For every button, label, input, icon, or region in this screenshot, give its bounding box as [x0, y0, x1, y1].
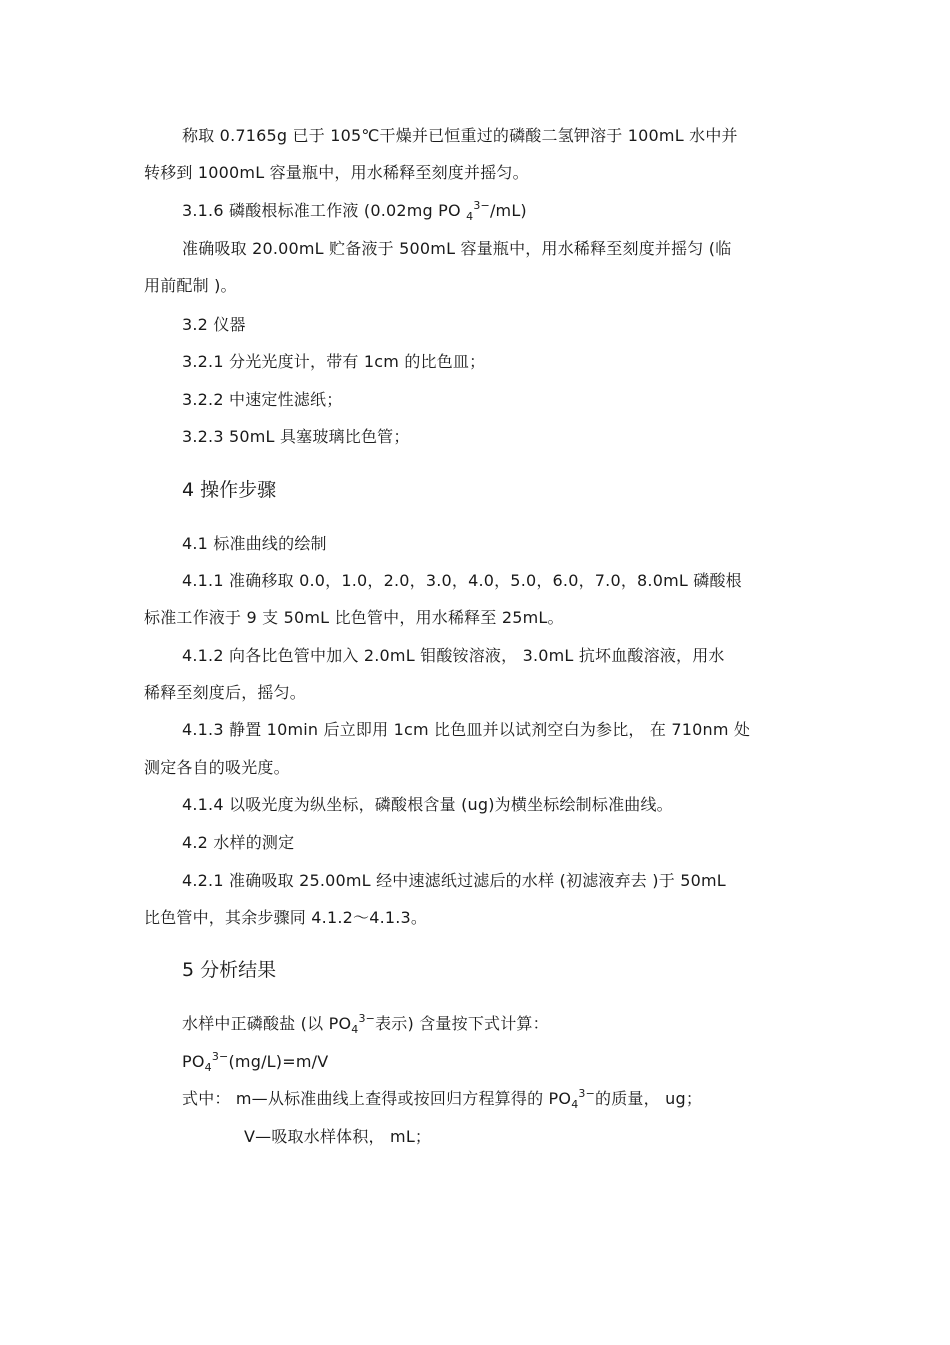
paragraph-line: 标准工作液于 9 支 50mL 比色管中，用水稀释至 25mL。: [144, 608, 564, 627]
paragraph-line: 比色管中，其余步骤同 4.1.2～4.1.3。: [144, 908, 428, 927]
section-4-1-4: 4.1.4 以吸光度为纵坐标，磷酸根含量 (ug)为横坐标绘制标准曲线。: [182, 795, 673, 814]
section-5-heading: 5 分析结果: [182, 959, 277, 981]
section-3-2-2: 3.2.2 中速定性滤纸；: [182, 390, 343, 409]
paragraph-line: 测定各自的吸光度。: [144, 758, 290, 777]
section-3-1-6-title: 3.1.6 磷酸根标准工作液 (0.02mg PO $_4^{3-}$/mL): [182, 199, 527, 223]
section-4-1-title: 4.1 标准曲线的绘制: [182, 534, 327, 553]
section-4-2-title: 4.2 水样的测定: [182, 833, 295, 852]
formula: $PO_4^{3-}(mg/L)=m/V$: [182, 1050, 329, 1074]
paragraph-line: 4.1.2 向各比色管中加入 2.0mL 钼酸铵溶液， 3.0mL 抗坏血酸溶液，用水: [182, 646, 725, 665]
paragraph-line: 准确吸取 20.00mL 贮备液于 500mL 容量瓶中，用水稀释至刻度并摇匀 (临: [182, 239, 732, 258]
section-4-heading: 4 操作步骤: [182, 479, 277, 501]
paragraph-line: 转移到 1000mL 容量瓶中，用水稀释至刻度并摇匀。: [144, 163, 529, 182]
section-3-2-3: 3.2.3 50mL 具塞玻璃比色管；: [182, 427, 410, 446]
paragraph-line: 稀释至刻度后，摇匀。: [144, 683, 307, 702]
result-intro: 水样中正磷酸盐 (以 $PO_4^{3-}$表示) 含量按下式计算：: [182, 1012, 549, 1036]
where-v: V—吸取水样体积， mL；: [244, 1127, 432, 1146]
paragraph-line: 4.2.1 准确吸取 25.00mL 经中速滤纸过滤后的水样 (初滤液弃去 )于 50mL: [182, 871, 726, 890]
section-3-2-1: 3.2.1 分光光度计，带有 1cm 的比色皿；: [182, 352, 486, 371]
paragraph-line: 用前配制 )。: [144, 276, 237, 295]
paragraph-line: 4.1.3 静置 10min 后立即用 1cm 比色皿并以试剂空白为参比， 在 710nm 处: [182, 720, 751, 739]
where-m: 式中： m—从标准曲线上查得或按回归方程算得的 $PO_4^{3-}$的质量， ug；: [182, 1087, 703, 1111]
paragraph-line: 称取 0.7165g 已于 105℃干燥并已恒重过的磷酸二氢钾溶于 100mL 水中并: [182, 126, 738, 145]
paragraph-line: 4.1.1 准确移取 0.0，1.0，2.0，3.0，4.0，5.0，6.0，7.0，8.0mL 磷酸根: [182, 571, 742, 590]
section-3-2-title: 3.2 仪器: [182, 315, 246, 334]
